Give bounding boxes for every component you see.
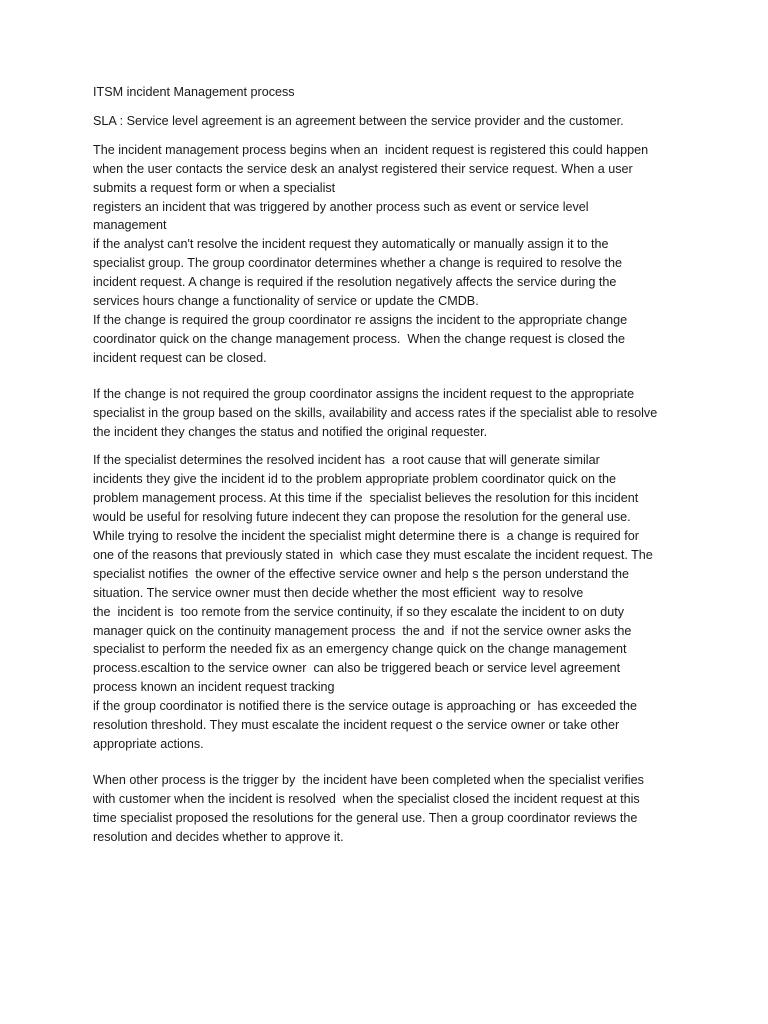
paragraph-line: would be useful for resolving future indecent they can propose the resolution for the general use.	[93, 510, 631, 525]
paragraph-line: with customer when the incident is resolved when the specialist closed the incident request at this	[93, 791, 640, 806]
paragraph-line: when the user contacts the service desk an analyst registered their service request. When a user	[93, 161, 633, 176]
paragraph-line: if the analyst can't resolve the incident request they automatically or manually assign it to the	[93, 237, 609, 252]
paragraph-line: process known an incident request tracking	[93, 680, 335, 695]
paragraph-line: process.escaltion to the service owner can also be triggered beach or service level agreement	[93, 661, 621, 676]
paragraph-list	[93, 112, 683, 847]
paragraph-line: situation. The service owner must then decide whether the most efficient way to resolve	[93, 585, 584, 600]
paragraph	[93, 385, 683, 442]
paragraph-line: time specialist proposed the resolutions for the general use. Then a group coordinator reviews the	[93, 810, 638, 825]
paragraph-line: When other process is the trigger by the incident have been completed when the specialist verifies	[93, 772, 644, 787]
paragraph-line: registers an incident that was triggered by another process such as event or service level	[93, 199, 589, 214]
paragraph-line: SLA : Service level agreement is an agreement between the service provider and the customer.	[93, 113, 624, 128]
paragraph-line: manager quick on the continuity management process the and if not the service owner asks the	[93, 623, 632, 638]
document-title	[93, 83, 683, 102]
paragraph-line: if the group coordinator is notified there is the service outage is approaching or has exceeded the	[93, 699, 637, 714]
paragraph-line: problem management process. At this time if the specialist believes the resolution for this incident	[93, 491, 639, 506]
paragraph-line: the incident is too remote from the service continuity, if so they escalate the incident to on duty	[93, 604, 625, 619]
paragraph-line: While trying to resolve the incident the specialist might determine there is a change is required for	[93, 529, 640, 544]
paragraph-line: If the change is required the group coordinator re assigns the incident to the appropriate change	[93, 312, 628, 327]
paragraph-line: specialist in the group based on the skills, availability and access rates if the specialist able to resolve	[93, 405, 658, 420]
paragraph	[93, 451, 683, 754]
paragraph-line: If the specialist determines the resolved incident has a root cause that will generate similar	[93, 453, 600, 468]
paragraph-line: specialist notifies the owner of the effective service owner and help s the person understand the	[93, 566, 630, 581]
paragraph-line: management	[93, 218, 167, 233]
paragraph-line: The incident management process begins when an incident request is registered this could happen	[93, 142, 649, 157]
paragraph	[93, 771, 683, 847]
paragraph-line: one of the reasons that previously stated in which case they must escalate the incident request. The	[93, 547, 653, 562]
paragraph-line: incidents they give the incident id to the problem appropriate problem coordinator quick on the	[93, 472, 616, 487]
paragraph-line: submits a request form or when a specialist	[93, 180, 336, 195]
document-body	[93, 83, 683, 857]
paragraph-line: incident request can be closed.	[93, 350, 267, 365]
paragraph-line: coordinator quick on the change management process. When the change request is closed the	[93, 331, 626, 346]
paragraph-line: appropriate actions.	[93, 737, 204, 751]
paragraph	[93, 141, 683, 368]
title-text: ITSM incident Management process	[93, 85, 295, 99]
paragraph-line: services hours change a functionality of service or update the CMDB.	[93, 294, 479, 309]
paragraph-line: specialist group. The group coordinator determines whether a change is required to resolve the	[93, 256, 623, 271]
paragraph-line: resolution threshold. They must escalate the incident request o the service owner or take other	[93, 718, 620, 733]
paragraph-line: incident request. A change is required if the resolution negatively affects the service during the	[93, 275, 617, 290]
paragraph-line: resolution and decides whether to approve it.	[93, 829, 344, 844]
paragraph-line: specialist to perform the needed fix as an emergency change quick on the change management	[93, 642, 627, 657]
paragraph	[93, 112, 683, 131]
paragraph-line: If the change is not required the group coordinator assigns the incident request to the appropriate	[93, 386, 635, 401]
paragraph-line: the incident they changes the status and notified the original requester.	[93, 424, 488, 439]
